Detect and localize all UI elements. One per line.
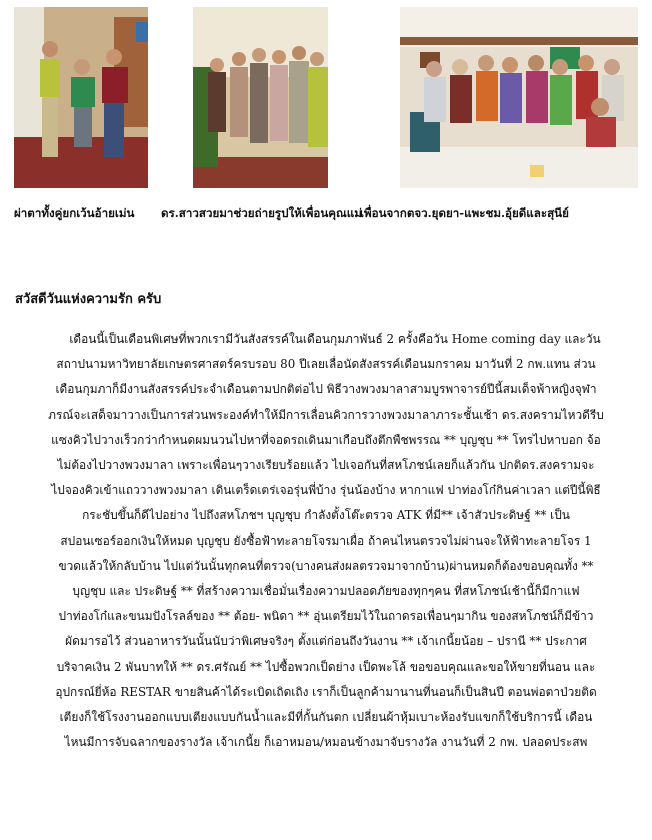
body-line: สปอนเซอร์ออกเงินให้หมด บุญชุบ ยังซื้อฟ้าทะลายโจรมาเผื่อ ถ้าคนไหนตรวจไม่ผ่านจะให้ฟ้าทะลายโจร 1 [60, 533, 592, 548]
body-line: บุญชุบ และ ประดิษฐ์ ** ที่สร้างความเชื่อมั่นเรื่องความปลอดภัยของทุกๆคน ที่สหโภชน์เช้านี้ก็มีกาแฟ [72, 584, 580, 599]
body-line: แซงคิวไปวางเร็วกว่ากำหนดผมนวนไปหาที่จอดรถเดินมาเกือบถึงตึกพืชพรรณ ** บุญชุบ ** โทรไปหาบอก จ้อ [51, 432, 601, 447]
body-line: ผัดมารอไว้ ส่วนอาหารวันนั้นนับว่าพิเศษจริงๆ ตั้งแต่ก่อนถึงวันงาน ** เจ้าเกนี้ยน้อย – ปรานี ** ประกาศ [65, 634, 587, 649]
body-line: ไหนมีการจับฉลากของรางวัล เจ้าเกนี้ย ก็เอาหมอน/หมอนข้างมาจับรางวัล งานวันที่ 2 กพ. ปลอดประสพ [64, 735, 588, 750]
photo-three-men [14, 7, 148, 188]
body-line: ปาท่องโก๋และขนมปังโรลล์ของ ** ต้อย- พนิดา ** อุ่นเตรียมไว้ในถาดรอเพื่อนๆมากิน ของสหโภชน์ก็มีข้าว [58, 609, 594, 624]
body-line: เดือนกุมภาก็มีงานสังสรรค์ประจำเดือนตามปกติต่อไป พิธีวางพวงมาลาสามบูรพาจารย์ปีนี้สมเด็จพ้าหญิงจุฬา [55, 382, 597, 397]
article-body [14, 327, 638, 755]
body-line: บริจาคเงิน 2 พันบาทให้ ** ดร.ศรัณย์ ** ไปซื้อพวกเป็ดย่าง เป็ดพะโล้ ขอขอบคุณและขอให้ขายที่นอน และ [56, 659, 596, 674]
body-line: กระชับขึ้นก็ดีไปอย่าง ไปถึงสหโภชฯ บุญชุบ กำลังตั้งโต๊ะตรวจ ATK ที่มี** เจ้าสัวประดิษฐ์ ** เป็น [82, 508, 570, 523]
body-line: ขวดแล้วให้กลับบ้าน ไปแต่วันนั้นทุกคนที่ตรวจ(บางคนส่งผลตรวจมาจากบ้าน)ผ่านหมดก็ต้องขอบคุณทั้ง ** [58, 558, 594, 573]
body-line: ไม่ต้องไปวางพวงมาลา เพราะเพื่อนๆวางเรียบร้อยแล้ว ไปเจอกันที่สหโภชน์เลยก็แล้วกัน ปกติดร.สงครามจะ [57, 458, 595, 473]
body-line: เดือนนี้เป็นเดือนพิเศษที่พวกเรามีวันสังสรรค์ในเดือนกุมภาพันธ์ 2 ครั้งคือวัน Home coming day และวัน [69, 332, 601, 346]
photo-caption-1: ผ่าตาทั้งคู่ยกเว้นอ้ายเม่น [14, 206, 135, 220]
body-line: ภรณ์จะเสด็จมาวางเป็นการส่วนพระองค์ทำให้มีการเลื่อนคิวการวางพวงมาลาภาระชั้นเช้า ดร.สงครามไหวดีรีบ [48, 407, 604, 422]
greeting-heading: สวัสดีวันแห่งความรัก ครับ [15, 292, 162, 307]
photo-dining-hall-group [400, 7, 638, 188]
body-line: สถาปนามหาวิทยาลัยเกษตรศาสตร์ครบรอบ 80 ปีเลยเลื่อนัดสังสรรค์เดือนมกราคม มาวันที่ 2 กพ.แทน ส่วน [56, 357, 596, 372]
photo-group-women [193, 7, 328, 188]
body-line: ไปจองคิวเข้าแถววางพวงมาลา เดินเตร็ดเตร่เจอรุ่นพี่บ้าง รุ่นน้องบ้าง หากาแฟ ปาท่องโก๋กินค่าเวลา แต่ปีนี้พิธี [51, 483, 601, 498]
body-line: เตียงก็ใช้โรงงานออกแบบเตียงแบบกันน้ำและมีที่กั้นกันตก เปลี่ยนผ้าหุ้มเบาะห้องรับแขกก็ใช้บริการนี้ เดือน [59, 710, 593, 725]
photo-caption-2: ดร.สาวสวยมาช่วยถ่ายรูปให้เพื่อนคุณแม่ [161, 206, 362, 220]
body-line: อุปกรณ์ยี่ห้อ RESTAR ขายสินค้าได้ระเบิดเถิดเถิง เราก็เป็นลูกค้ามานานที่นอนก็เป็นสินปี ตอนพ่อตาป่วยติด [55, 684, 597, 699]
photo-caption-3: เพื่อนจากตจว.ยุดยา-แพะชม.อุ้ยดีและสุนีย์ [360, 206, 569, 220]
